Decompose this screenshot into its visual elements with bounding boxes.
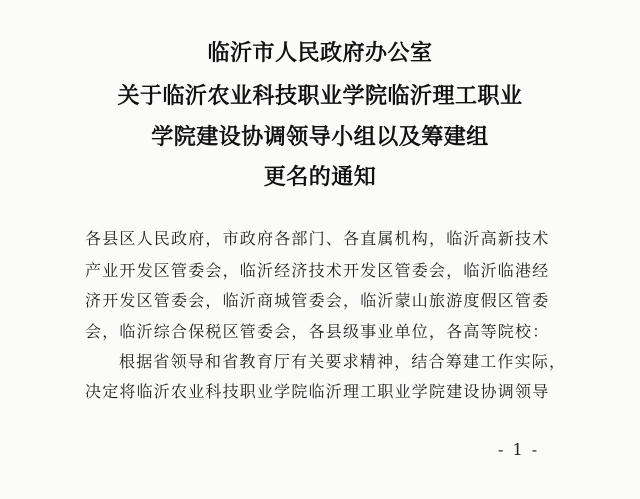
document-title-line-2: 关于临沂农业科技职业学院临沂理工职业 xyxy=(117,84,523,109)
body-line-2: 产业开发区管委会，临沂经济技术开发区管委会，临沂临港经 xyxy=(85,261,550,280)
body-line-1: 各县区人民政府，市政府各部门、各直属机构，临沂高新技术 xyxy=(85,229,550,248)
document-title-line-4: 更名的通知 xyxy=(263,165,377,190)
body-line-5: 根据省领导和省教育厅有关要求精神，结合筹建工作实际， xyxy=(119,352,567,371)
body-line-4: 会，临沂综合保税区管委会，各县级事业单位，各高等院校： xyxy=(85,322,550,341)
document-title-line-3: 学院建设协调领导小组以及筹建组 xyxy=(151,125,489,150)
body-line-6: 决定将临沂农业科技职业学院临沂理工职业学院建设协调领导 xyxy=(85,382,550,401)
document-title-line-1: 临沂市人民政府办公室 xyxy=(207,41,433,66)
body-line-3: 济开发区管委会，临沂商城管委会，临沂蒙山旅游度假区管委 xyxy=(85,291,550,310)
page-number: - 1 - xyxy=(498,440,540,459)
